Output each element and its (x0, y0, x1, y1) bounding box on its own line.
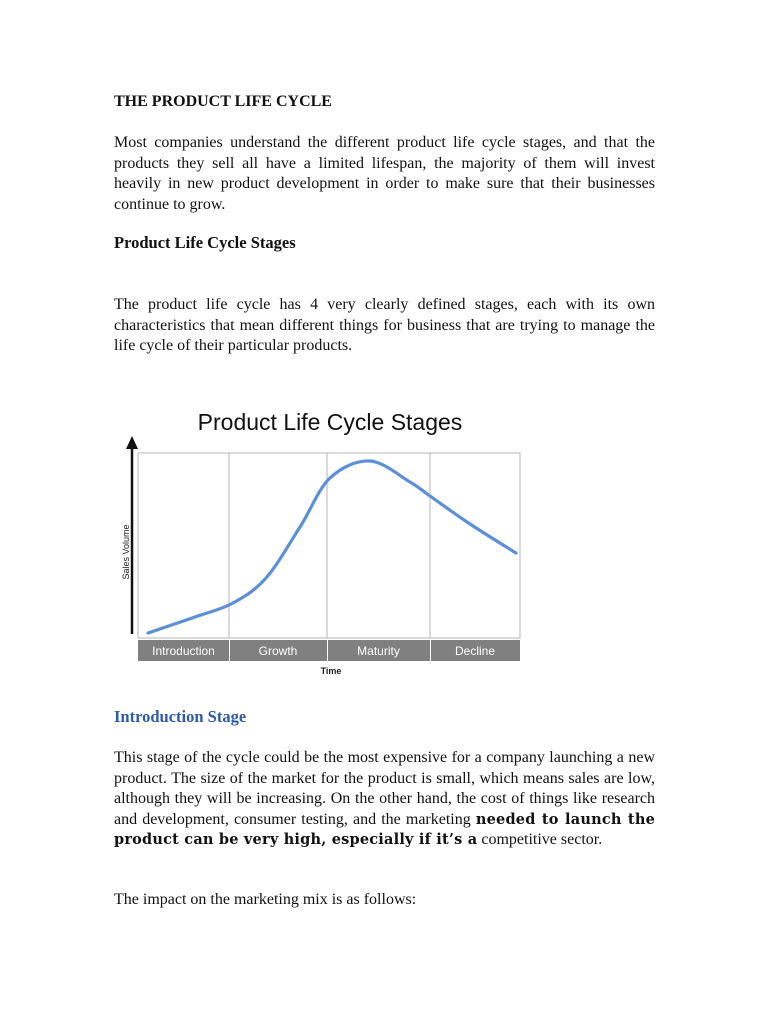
paragraph-run: competitive sector. (477, 831, 603, 849)
paragraph-run: This stage of the cycle could be the most expensive for a company launching a new product. The size of the market for the product is small, which means sales are low, although they will be increasing. On the other hand, the cost of things like research and development, consumer testing, and the marketing (114, 749, 655, 828)
document-title: THE PRODUCT LIFE CYCLE (114, 93, 332, 110)
stage-label: Introduction (152, 644, 215, 658)
introduction-stage-heading: Introduction Stage (114, 707, 247, 726)
paragraph-bold-run: needed to launch the product can be very high, especially if it’s a (114, 810, 656, 849)
sales-curve (148, 461, 516, 633)
stages-paragraph: The product life cycle has 4 very clearly defined stages, each with its own characteristics that mean different things for business that are trying to manage the life cycle of their particular products. (114, 296, 655, 355)
stage-label: Growth (258, 644, 298, 658)
stage-label: Decline (454, 644, 496, 658)
stage-label: Maturity (357, 644, 400, 658)
y-axis-arrowhead (126, 436, 138, 449)
marketing-mix-paragraph: The impact on the marketing mix is as follows: (114, 891, 417, 908)
intro-paragraph: Most companies understand the different product life cycle stages, and that the products they sell all have a limited lifespan, the majority of them will invest heavily in new product development in order to make sure that their businesses continue to grow. (114, 134, 655, 213)
y-axis-label: Sales Volume (121, 524, 131, 580)
x-axis-label: Time (320, 666, 342, 676)
stages-heading: Product Life Cycle Stages (114, 233, 296, 252)
stage-band (138, 640, 520, 661)
chart-title: Product Life Cycle Stages (197, 409, 463, 435)
plot-area (126, 436, 520, 638)
